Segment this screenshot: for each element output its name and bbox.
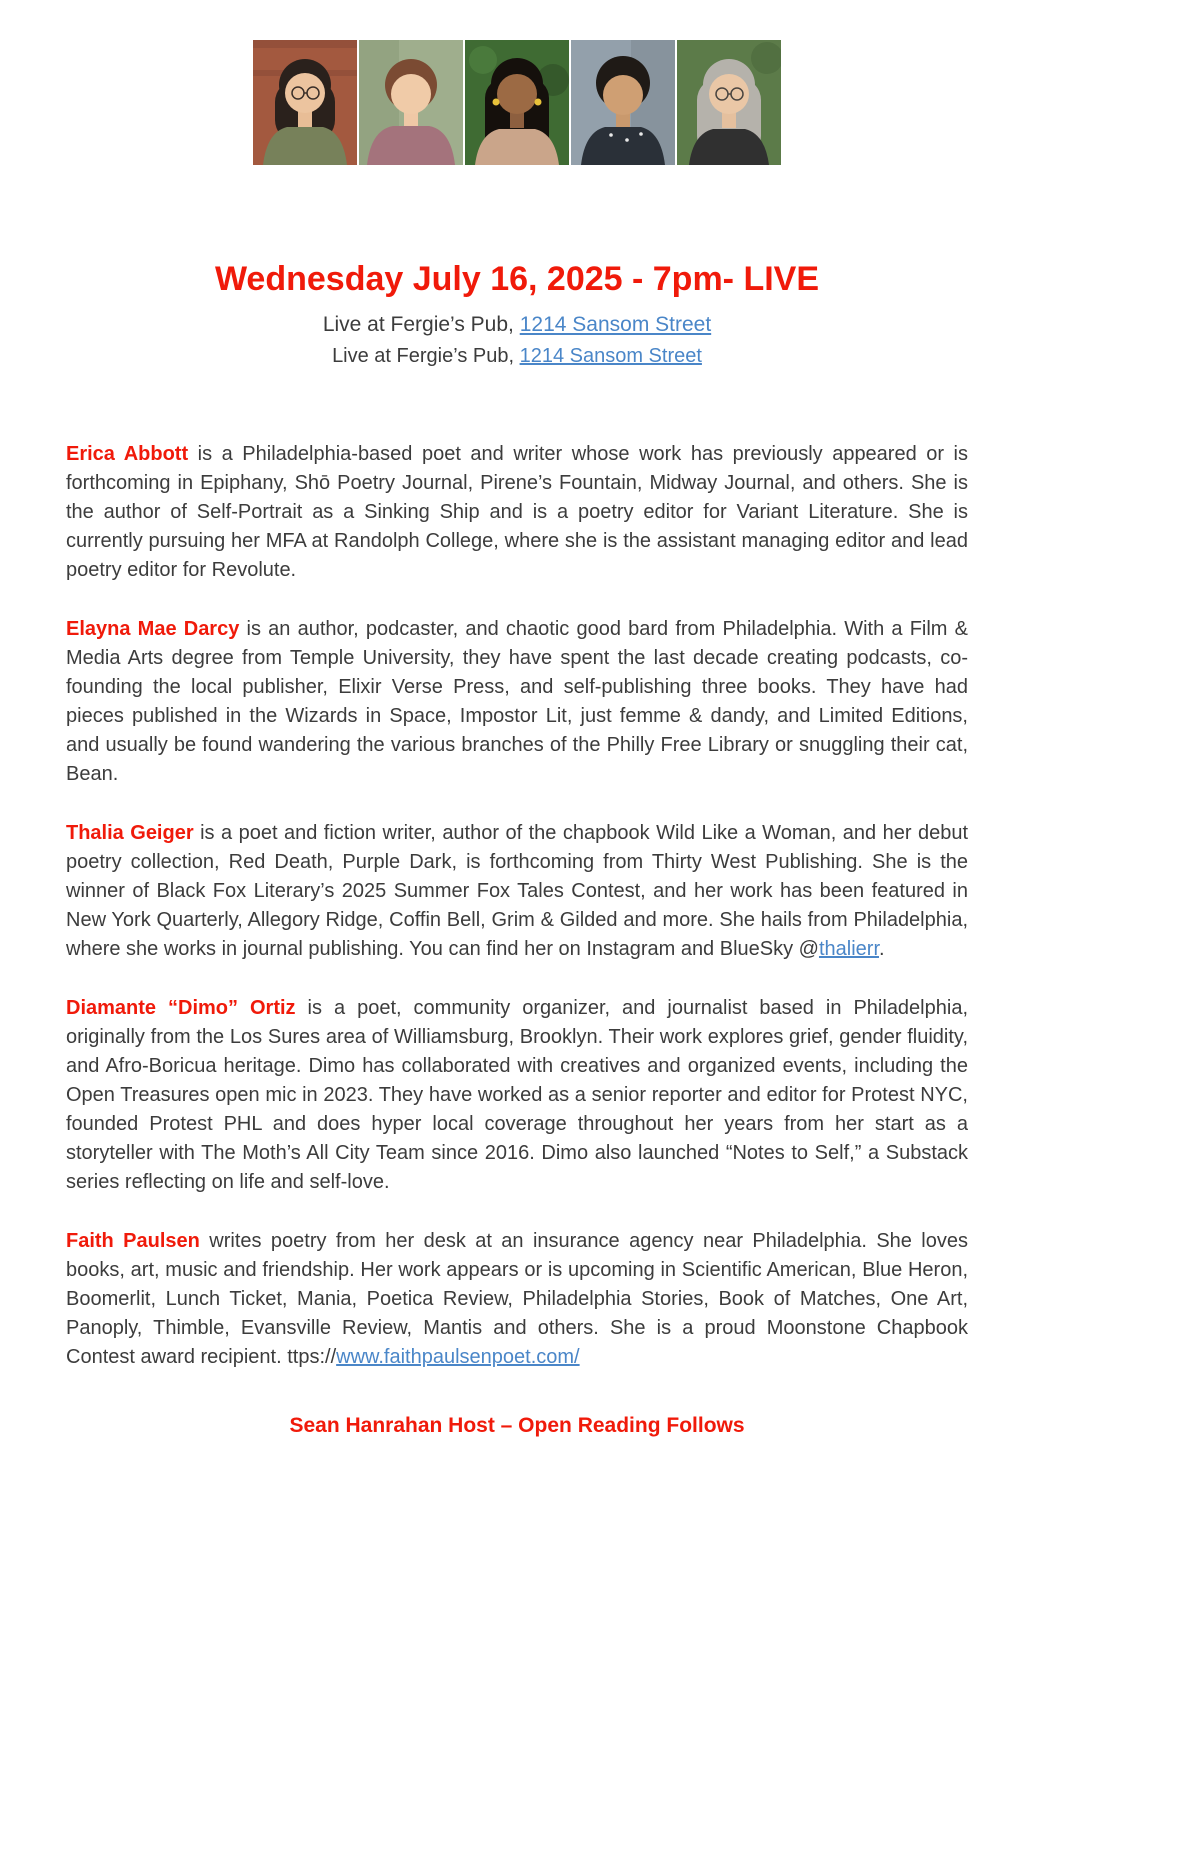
bios-section [66, 440, 968, 1372]
person-silhouette-icon [253, 40, 357, 165]
person-silhouette-icon [677, 40, 781, 165]
bio-thalia-geiger [66, 819, 968, 964]
venue-address-link-1[interactable]: 1214 Sansom Street [519, 313, 712, 336]
portrait-photo-4 [571, 40, 675, 165]
bio-text-diamante-dimo-ortiz: is a poet, community organizer, and journalist based in Philadelphia, originally from the Los Sures area of Williamsburg, Brooklyn. Their work explores grief, gender fluidity, and Afro-Boricua heritage. Dimo has collaborated with creatives and organized events, including the Open Treasures open mic in 2023. They have worked as a senior reporter and editor for Protest NYC, founded Protest PHL and does hyper local coverage throughout her years from her start as a storyteller with The Moth’s All City Team since 2016. Dimo also launched “Notes to Self,” a Substack series reflecting on life and self-love. [66, 997, 968, 1193]
bio-text-after-thalia-geiger: . [879, 938, 885, 960]
faith-paulsen-website-link[interactable]: www.faithpaulsenpoet.com/ [336, 1346, 580, 1368]
portrait-photo-3 [465, 40, 569, 165]
venue-text-2: Live at Fergie’s Pub, [332, 345, 520, 367]
portrait-photo-1 [253, 40, 357, 165]
bio-diamante-dimo-ortiz [66, 994, 968, 1197]
bio-erica-abbott [66, 440, 968, 585]
bio-elayna-mae-darcy [66, 615, 968, 789]
venue-line-2 [66, 345, 968, 368]
bio-text-faith-paulsen: writes poetry from her desk at an insurance agency near Philadelphia. She loves books, art, music and friendship. Her work appears or is upcoming in Scientific American, Blue Heron, Boomerlit, Lunch Ticket, Mania, Poetica Review, Philadelphia Stories, Book of Matches, One Art, Panoply, Thimble, Evansville Review, Mantis and others. She is a proud Moonstone Chapbook Contest award recipient. ttps:// [66, 1230, 968, 1368]
venue-line-1 [66, 313, 968, 337]
venue-address-link-2[interactable]: 1214 Sansom Street [519, 345, 702, 367]
bio-name-thalia-geiger: Thalia Geiger [66, 822, 194, 844]
bio-text-elayna-mae-darcy: is an author, podcaster, and chaotic good bard from Philadelphia. With a Film & Media Arts degree from Temple University, they have spent the last decade creating podcasts, co-founding the local publisher, Elixir Verse Press, and self-publishing three books. They have had pieces published in the Wizards in Space, Impostor Lit, just femme & dandy, and Limited Editions, and usually be found wandering the various branches of the Philly Free Library or snuggling their cat, Bean. [66, 618, 968, 785]
speaker-photos-row [66, 40, 968, 165]
bio-text-erica-abbott: is a Philadelphia-based poet and writer whose work has previously appeared or is forthcoming in Epiphany, Shō Poetry Journal, Pirene’s Fountain, Midway Journal, and others. She is the author of Self-Portrait as a Sinking Ship and is a poetry editor for Variant Literature. She is currently pursuing her MFA at Randolph College, where she is the assistant managing editor and lead poetry editor for Revolute. [66, 443, 969, 581]
thalierr-handle-link[interactable]: thalierr [818, 938, 879, 960]
venue-text-1: Live at Fergie’s Pub, [322, 313, 520, 336]
host-line: Sean Hanrahan Host – Open Reading Follows [289, 1414, 745, 1437]
person-silhouette-icon [465, 40, 569, 165]
person-silhouette-icon [359, 40, 463, 165]
flyer-page [66, 0, 968, 1438]
bio-name-elayna-mae-darcy: Elayna Mae Darcy [66, 618, 240, 640]
event-title: Wednesday July 16, 2025 - 7pm- LIVE [214, 260, 820, 298]
bio-faith-paulsen [66, 1227, 968, 1372]
bio-name-diamante-dimo-ortiz: Diamante “Dimo” Ortiz [66, 997, 296, 1019]
portrait-photo-5 [677, 40, 781, 165]
portrait-photo-2 [359, 40, 463, 165]
bio-name-faith-paulsen: Faith Paulsen [66, 1230, 200, 1252]
bio-name-erica-abbott: Erica Abbott [66, 443, 189, 465]
bio-text-thalia-geiger: is a poet and fiction writer, author of the chapbook Wild Like a Woman, and her debut poetry collection, Red Death, Purple Dark, is forthcoming from Thirty West Publishing. She is the winner of Black Fox Literary’s 2025 Summer Fox Tales Contest, and her work has been featured in New York Quarterly, Allegory Ridge, Coffin Bell, Grim & Gilded and more. She hails from Philadelphia, where she works in journal publishing. You can find her on Instagram and BlueSky @ [66, 822, 968, 960]
person-silhouette-icon [571, 40, 675, 165]
